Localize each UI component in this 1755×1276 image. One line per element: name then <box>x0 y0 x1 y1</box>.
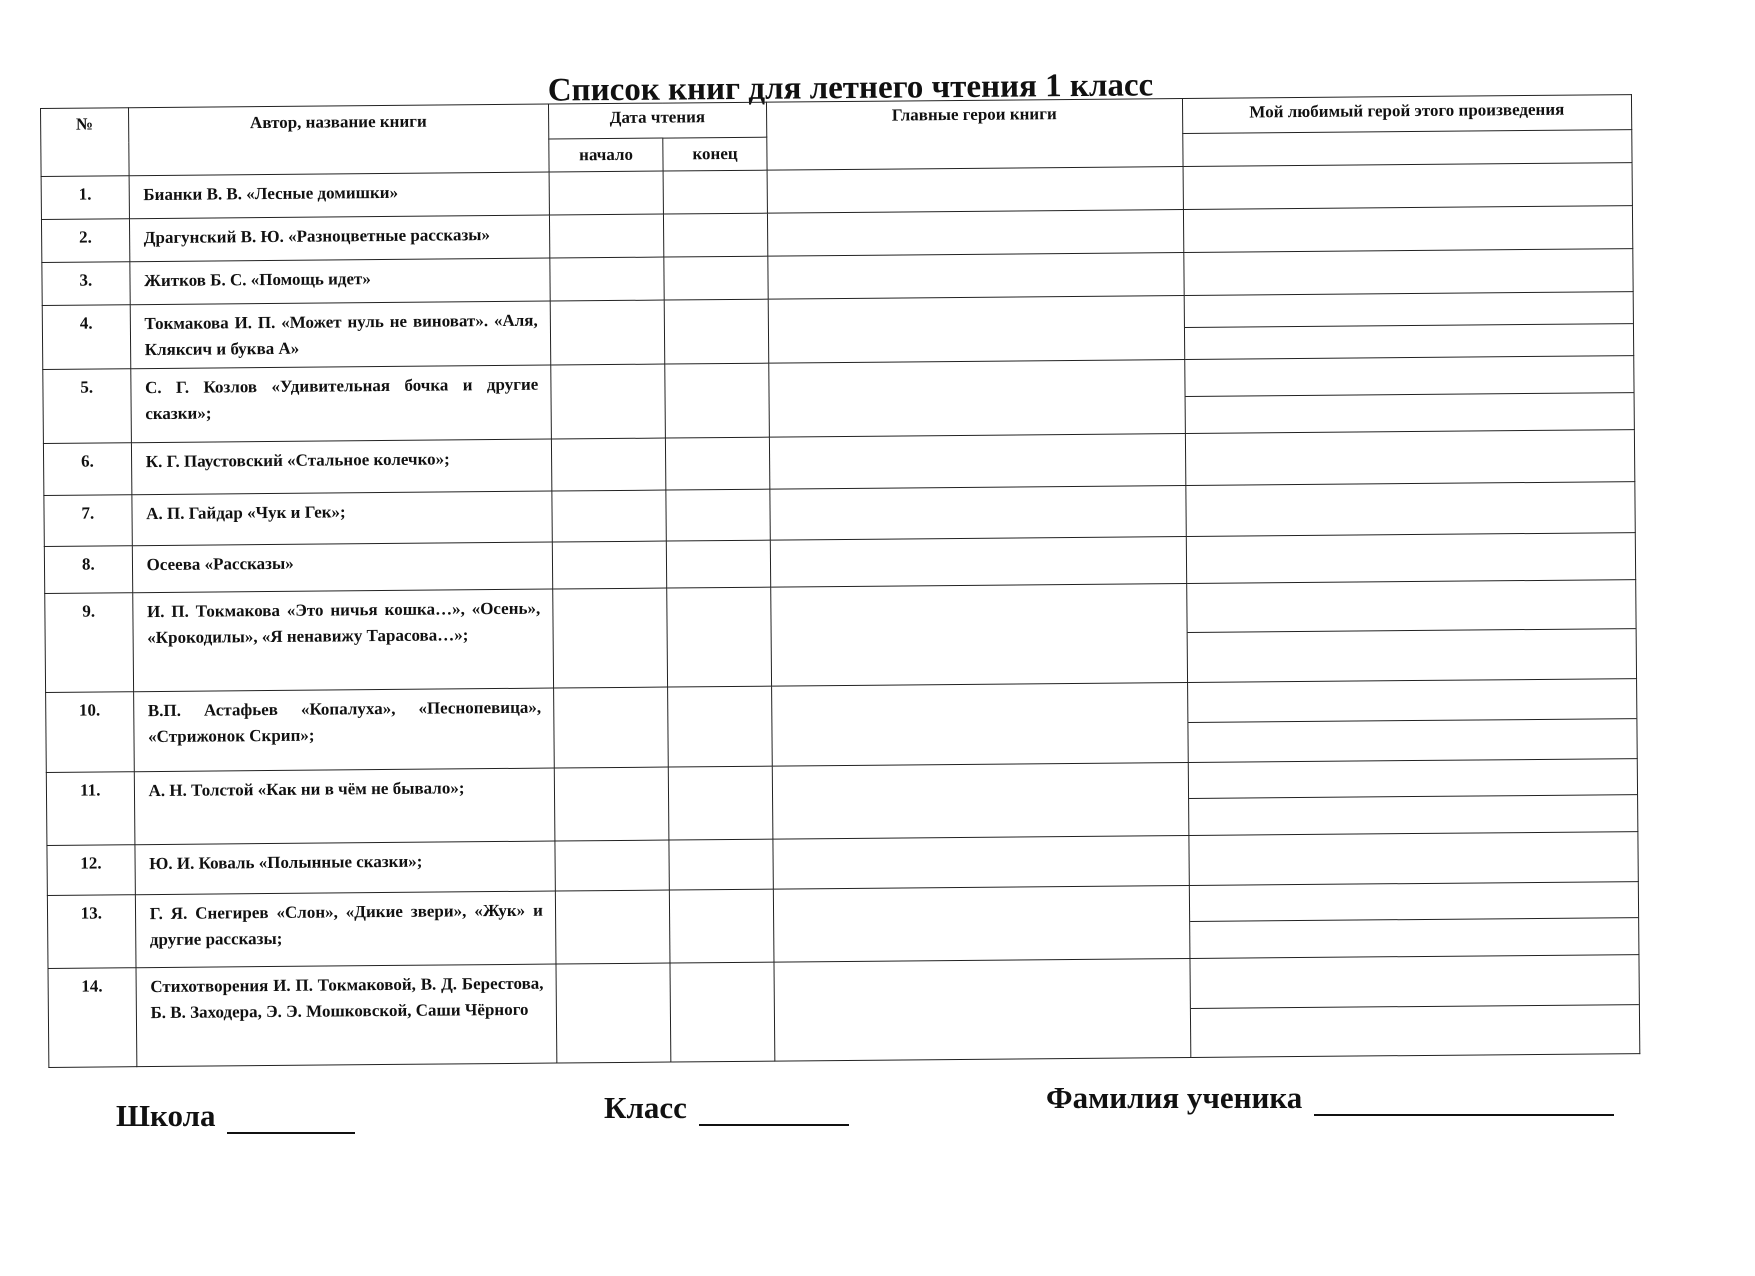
page-title: Список книг для летнего чтения 1 класс <box>547 67 1154 109</box>
row-book-title: Стихотворения И. П. Токмаковой, В. Д. Берестова, Б. В. Заходера, Э. Э. Мошковской, Саши Чёрного <box>136 964 557 1066</box>
start-date-cell[interactable] <box>554 767 669 842</box>
row-book-title: И. П. Токмакова «Это ничья кошка…», «Осень», «Крокодилы», «Я ненавижу Тарасова…»; <box>132 589 553 691</box>
start-date-cell[interactable] <box>550 257 665 301</box>
start-date-cell[interactable] <box>552 541 667 589</box>
end-date-cell[interactable] <box>667 587 771 686</box>
table-row <box>46 758 1638 846</box>
favorite-hero-cell[interactable] <box>1184 356 1634 434</box>
favorite-hero-cell[interactable] <box>1183 205 1633 252</box>
favorite-hero-cell[interactable] <box>1186 580 1636 682</box>
header-heroes: Главные герои книги <box>766 99 1182 170</box>
heroes-cell[interactable] <box>773 836 1189 889</box>
reading-table <box>40 94 1640 1068</box>
start-date-cell[interactable] <box>549 214 664 258</box>
heroes-cell[interactable] <box>773 885 1189 962</box>
favorite-hero-cell[interactable] <box>1188 832 1638 885</box>
heroes-cell[interactable] <box>770 485 1186 540</box>
favorite-hero-line[interactable] <box>1189 882 1638 922</box>
table-row <box>46 678 1638 772</box>
reading-table-wrapper <box>40 94 1640 1068</box>
heroes-cell[interactable] <box>774 959 1191 1061</box>
end-date-cell[interactable] <box>667 540 771 588</box>
heroes-cell[interactable] <box>770 536 1186 587</box>
row-number: 12. <box>47 845 135 895</box>
heroes-cell[interactable] <box>768 295 1184 363</box>
end-date-cell[interactable] <box>665 299 769 365</box>
start-date-cell[interactable] <box>555 890 670 965</box>
favorite-hero-cell[interactable] <box>1186 532 1636 583</box>
end-date-cell[interactable] <box>666 437 770 489</box>
class-field <box>604 1090 849 1126</box>
row-book-title: А. Н. Толстой «Как ни в чём не бывало»; <box>134 768 555 846</box>
start-date-cell[interactable] <box>555 840 670 890</box>
row-number: 6. <box>43 443 131 495</box>
favorite-hero-line[interactable] <box>1187 580 1636 632</box>
school-label: Школа <box>116 1098 216 1133</box>
row-number: 9. <box>45 593 133 692</box>
row-book-title: Токмакова И. П. «Может нуль не виноват». «Аля, Кляксич и буква А» <box>130 301 551 369</box>
table-row <box>47 881 1639 969</box>
school-blank[interactable] <box>227 1104 355 1134</box>
row-number: 5. <box>43 369 131 444</box>
favorite-hero-cell[interactable] <box>1184 291 1634 360</box>
header-date: Дата чтения <box>548 102 766 139</box>
row-number: 11. <box>46 771 134 846</box>
favorite-hero-line[interactable] <box>1190 918 1639 959</box>
row-book-title: Г. Я. Снегирев «Слон», «Дикие звери», «Жук» и другие рассказы; <box>135 891 556 969</box>
row-number: 13. <box>47 894 135 969</box>
heroes-cell[interactable] <box>767 166 1183 213</box>
header-favorite: Мой любимый герой этого произведения <box>1182 95 1632 134</box>
end-date-cell[interactable] <box>670 889 774 964</box>
header-end: конец <box>663 137 767 171</box>
row-book-title: К. Г. Паустовский «Стальное колечко»; <box>131 439 552 494</box>
row-number: 4. <box>42 305 130 370</box>
row-number: 2. <box>41 218 129 262</box>
row-book-title: Бианки В. В. «Лесные домишки» <box>129 172 550 219</box>
heroes-cell[interactable] <box>768 252 1184 299</box>
favorite-hero-cell[interactable] <box>1183 162 1633 209</box>
start-date-cell[interactable] <box>553 687 668 768</box>
header-num: № <box>41 108 129 176</box>
class-blank[interactable] <box>699 1096 849 1126</box>
header-book: Автор, название книги <box>128 104 549 175</box>
header-start: начало <box>549 138 664 172</box>
table-row <box>48 955 1640 1067</box>
end-date-cell[interactable] <box>664 256 768 300</box>
end-date-cell[interactable] <box>665 364 769 439</box>
row-book-title: В.П. Астафьев «Копалуха», «Песнопевица», «Стрижонок Скрип»; <box>133 688 554 772</box>
table-row <box>45 580 1637 692</box>
row-number: 7. <box>44 494 132 546</box>
end-date-cell[interactable] <box>669 766 773 841</box>
class-label: Класс <box>604 1090 687 1125</box>
heroes-cell[interactable] <box>771 584 1188 686</box>
favorite-hero-cell[interactable] <box>1188 758 1638 836</box>
row-number: 10. <box>46 691 134 772</box>
end-date-cell[interactable] <box>668 686 772 767</box>
start-date-cell[interactable] <box>556 963 671 1063</box>
row-book-title: А. П. Гайдар «Чук и Гек»; <box>131 491 552 546</box>
header-favorite-blank <box>1182 129 1632 166</box>
student-field <box>1046 1080 1614 1116</box>
row-book-title: Ю. И. Коваль «Полынные сказки»; <box>135 841 556 894</box>
favorite-hero-line[interactable] <box>1184 292 1633 327</box>
start-date-cell[interactable] <box>551 438 666 490</box>
favorite-hero-line[interactable] <box>1188 759 1637 799</box>
favorite-hero-line[interactable] <box>1185 392 1634 433</box>
favorite-hero-line[interactable] <box>1188 679 1637 722</box>
heroes-cell[interactable] <box>771 682 1187 766</box>
row-book-title: С. Г. Козлов «Удивительная бочка и другие сказки»; <box>130 366 551 444</box>
heroes-cell[interactable] <box>769 434 1185 489</box>
start-date-cell[interactable] <box>551 365 666 440</box>
end-date-cell[interactable] <box>664 170 768 214</box>
favorite-hero-line[interactable] <box>1187 628 1636 681</box>
row-book-title: Драгунский В. Ю. «Разноцветные рассказы» <box>129 215 550 262</box>
row-number: 3. <box>42 262 130 306</box>
favorite-hero-cell[interactable] <box>1185 481 1635 536</box>
end-date-cell[interactable] <box>669 839 773 889</box>
favorite-hero-cell[interactable] <box>1187 678 1637 762</box>
favorite-hero-line[interactable] <box>1185 357 1634 397</box>
row-book-title: Житков Б. С. «Помощь идет» <box>129 258 550 305</box>
end-date-cell[interactable] <box>666 489 770 541</box>
row-number: 14. <box>48 968 136 1067</box>
favorite-hero-cell[interactable] <box>1185 430 1635 485</box>
favorite-hero-line[interactable] <box>1190 1004 1639 1057</box>
favorite-hero-line[interactable] <box>1189 795 1638 836</box>
favorite-hero-cell[interactable] <box>1189 881 1639 959</box>
student-label: Фамилия ученика <box>1046 1080 1303 1115</box>
row-book-title: Осеева «Рассказы» <box>132 542 553 593</box>
heroes-cell[interactable] <box>769 360 1185 437</box>
start-date-cell[interactable] <box>552 490 667 542</box>
row-number: 1. <box>41 175 129 219</box>
favorite-hero-cell[interactable] <box>1189 955 1639 1058</box>
start-date-cell[interactable] <box>550 300 665 366</box>
end-date-cell[interactable] <box>664 213 768 257</box>
row-number: 8. <box>44 546 132 594</box>
heroes-cell[interactable] <box>772 762 1188 839</box>
heroes-cell[interactable] <box>767 209 1183 256</box>
favorite-hero-line[interactable] <box>1188 718 1637 762</box>
student-blank[interactable] <box>1314 1086 1614 1116</box>
favorite-hero-line[interactable] <box>1190 955 1639 1007</box>
start-date-cell[interactable] <box>553 588 668 687</box>
end-date-cell[interactable] <box>670 963 774 1062</box>
favorite-hero-line[interactable] <box>1184 323 1633 359</box>
table-row <box>43 356 1635 444</box>
favorite-hero-cell[interactable] <box>1183 248 1633 295</box>
start-date-cell[interactable] <box>549 171 664 215</box>
school-field <box>116 1098 355 1134</box>
